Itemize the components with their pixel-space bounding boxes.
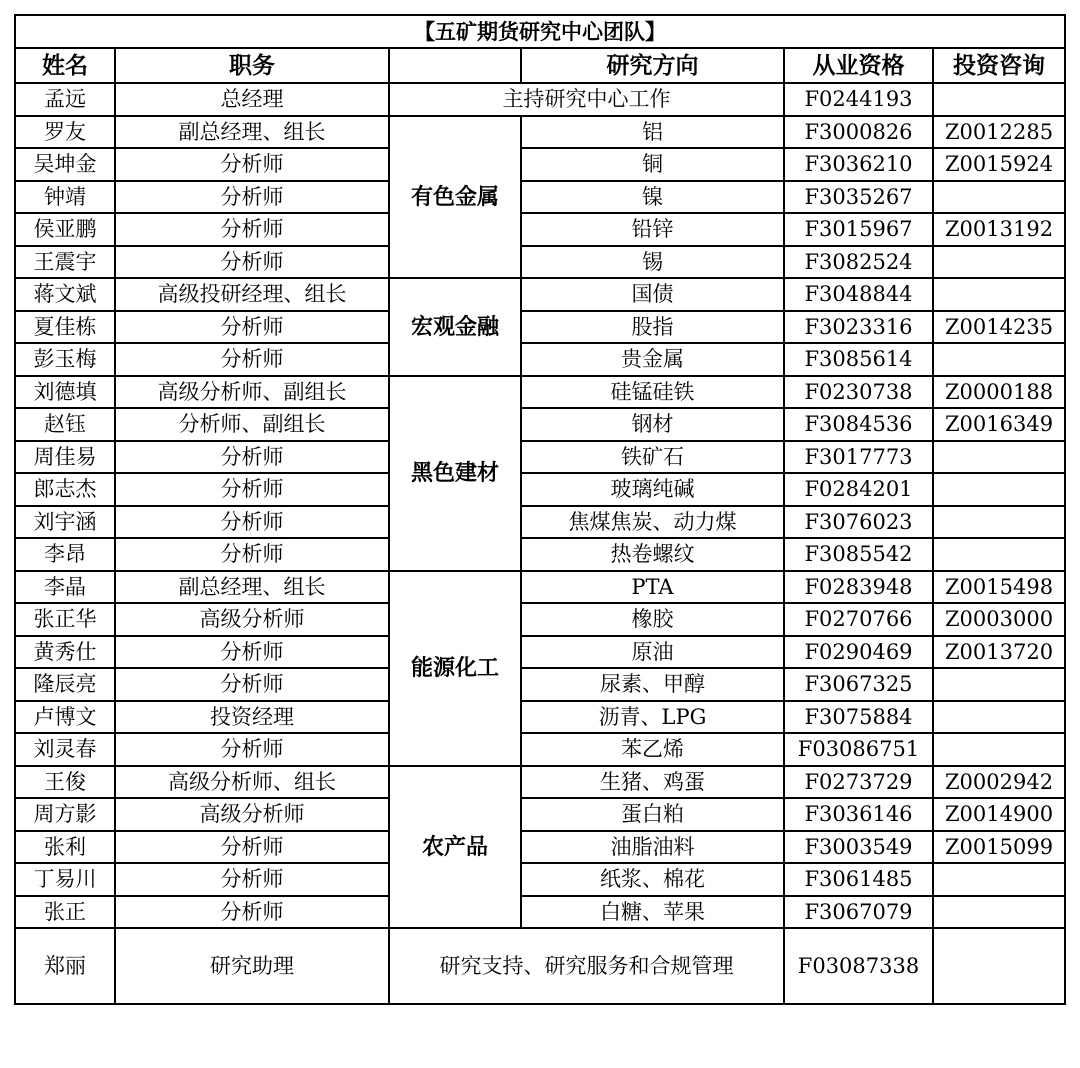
member-qualification: F0273729 — [784, 766, 933, 799]
member-qualification: F3085614 — [784, 343, 933, 376]
member-position: 分析师 — [115, 181, 389, 214]
group-name: 农产品 — [389, 766, 521, 929]
header-group — [389, 48, 521, 83]
table-title: 【五矿期货研究中心团队】 — [15, 15, 1065, 48]
header-name: 姓名 — [15, 48, 115, 83]
member-direction: 焦煤焦炭、动力煤 — [521, 506, 784, 539]
member-direction: 研究支持、研究服务和合规管理 — [389, 928, 784, 1004]
member-direction: 主持研究中心工作 — [389, 83, 784, 116]
member-consulting — [933, 278, 1065, 311]
member-position: 副总经理、组长 — [115, 571, 389, 604]
member-position: 分析师 — [115, 538, 389, 571]
member-direction: 国债 — [521, 278, 784, 311]
member-qualification: F0283948 — [784, 571, 933, 604]
member-direction: 钢材 — [521, 408, 784, 441]
table-row — [15, 473, 1065, 506]
member-consulting: Z0013720 — [933, 636, 1065, 669]
member-consulting — [933, 928, 1065, 1004]
member-consulting — [933, 701, 1065, 734]
member-consulting: Z0016349 — [933, 408, 1065, 441]
member-name: 王俊 — [15, 766, 115, 799]
member-direction: 铜 — [521, 148, 784, 181]
member-consulting — [933, 473, 1065, 506]
header-qualification: 从业资格 — [784, 48, 933, 83]
member-qualification: F3035267 — [784, 181, 933, 214]
member-name: 夏佳栋 — [15, 311, 115, 344]
member-name: 丁易川 — [15, 863, 115, 896]
table-row — [15, 213, 1065, 246]
member-direction: 蛋白粕 — [521, 798, 784, 831]
member-name: 吴坤金 — [15, 148, 115, 181]
member-direction: 铁矿石 — [521, 441, 784, 474]
member-direction: 沥青、LPG — [521, 701, 784, 734]
member-direction: 玻璃纯碱 — [521, 473, 784, 506]
member-qualification: F0290469 — [784, 636, 933, 669]
member-name: 孟远 — [15, 83, 115, 116]
header-row — [15, 48, 1065, 83]
table-row — [15, 441, 1065, 474]
group-name: 能源化工 — [389, 571, 521, 766]
member-name: 李昂 — [15, 538, 115, 571]
member-direction: 镍 — [521, 181, 784, 214]
member-position: 分析师 — [115, 896, 389, 929]
member-qualification: F3017773 — [784, 441, 933, 474]
member-name: 刘德填 — [15, 376, 115, 409]
member-qualification: F3000826 — [784, 116, 933, 149]
member-direction: 股指 — [521, 311, 784, 344]
member-consulting: Z0012285 — [933, 116, 1065, 149]
member-position: 高级分析师 — [115, 603, 389, 636]
table-row — [15, 181, 1065, 214]
member-name: 赵钰 — [15, 408, 115, 441]
group-name: 宏观金融 — [389, 278, 521, 376]
table-row — [15, 571, 1065, 604]
table-row — [15, 831, 1065, 864]
table-row — [15, 896, 1065, 929]
member-position: 分析师 — [115, 311, 389, 344]
table-row — [15, 376, 1065, 409]
member-position: 分析师 — [115, 668, 389, 701]
member-qualification: F0230738 — [784, 376, 933, 409]
table-row — [15, 278, 1065, 311]
member-consulting — [933, 863, 1065, 896]
table-row — [15, 408, 1065, 441]
table-row — [15, 928, 1065, 1004]
member-direction: 硅锰硅铁 — [521, 376, 784, 409]
table-row — [15, 636, 1065, 669]
member-direction: 尿素、甲醇 — [521, 668, 784, 701]
member-consulting: Z0015498 — [933, 571, 1065, 604]
member-position: 分析师 — [115, 213, 389, 246]
member-name: 郎志杰 — [15, 473, 115, 506]
member-direction: 热卷螺纹 — [521, 538, 784, 571]
member-position: 总经理 — [115, 83, 389, 116]
member-qualification: F3082524 — [784, 246, 933, 279]
member-qualification: F3048844 — [784, 278, 933, 311]
table-row — [15, 538, 1065, 571]
member-name: 郑丽 — [15, 928, 115, 1004]
member-direction: 苯乙烯 — [521, 733, 784, 766]
member-qualification: F3067079 — [784, 896, 933, 929]
table-row — [15, 603, 1065, 636]
member-name: 王震宇 — [15, 246, 115, 279]
member-consulting: Z0002942 — [933, 766, 1065, 799]
member-qualification: F3085542 — [784, 538, 933, 571]
group-name: 黑色建材 — [389, 376, 521, 571]
title-row — [15, 15, 1065, 48]
member-position: 分析师 — [115, 733, 389, 766]
table-row — [15, 343, 1065, 376]
table-row — [15, 733, 1065, 766]
table-row — [15, 246, 1065, 279]
member-qualification: F3067325 — [784, 668, 933, 701]
member-direction: 铅锌 — [521, 213, 784, 246]
member-consulting: Z0015099 — [933, 831, 1065, 864]
group-name: 有色金属 — [389, 116, 521, 279]
member-direction: 锡 — [521, 246, 784, 279]
member-name: 彭玉梅 — [15, 343, 115, 376]
member-qualification: F3003549 — [784, 831, 933, 864]
member-name: 张利 — [15, 831, 115, 864]
member-qualification: F3075884 — [784, 701, 933, 734]
header-direction: 研究方向 — [521, 48, 784, 83]
member-position: 分析师 — [115, 473, 389, 506]
member-name: 张正华 — [15, 603, 115, 636]
member-qualification: F0284201 — [784, 473, 933, 506]
table-row — [15, 83, 1065, 116]
member-name: 罗友 — [15, 116, 115, 149]
table-row — [15, 701, 1065, 734]
member-consulting — [933, 733, 1065, 766]
member-position: 分析师 — [115, 506, 389, 539]
member-direction: 纸浆、棉花 — [521, 863, 784, 896]
member-qualification: F3023316 — [784, 311, 933, 344]
member-consulting: Z0014235 — [933, 311, 1065, 344]
member-position: 副总经理、组长 — [115, 116, 389, 149]
research-team-table — [14, 14, 1066, 1005]
member-consulting — [933, 668, 1065, 701]
member-direction: 白糖、苹果 — [521, 896, 784, 929]
member-position: 分析师 — [115, 863, 389, 896]
member-qualification: F03086751 — [784, 733, 933, 766]
member-position: 分析师、副组长 — [115, 408, 389, 441]
member-position: 分析师 — [115, 636, 389, 669]
member-consulting: Z0015924 — [933, 148, 1065, 181]
member-qualification: F0244193 — [784, 83, 933, 116]
member-consulting: Z0003000 — [933, 603, 1065, 636]
member-name: 周方影 — [15, 798, 115, 831]
table-row — [15, 766, 1065, 799]
member-consulting — [933, 441, 1065, 474]
member-direction: 橡胶 — [521, 603, 784, 636]
member-direction: 铝 — [521, 116, 784, 149]
member-direction: 贵金属 — [521, 343, 784, 376]
member-name: 刘宇涵 — [15, 506, 115, 539]
member-direction: 油脂油料 — [521, 831, 784, 864]
member-name: 卢博文 — [15, 701, 115, 734]
member-position: 投资经理 — [115, 701, 389, 734]
member-position: 高级分析师 — [115, 798, 389, 831]
member-position: 研究助理 — [115, 928, 389, 1004]
header-consulting: 投资咨询 — [933, 48, 1065, 83]
member-direction: 生猪、鸡蛋 — [521, 766, 784, 799]
member-name: 钟靖 — [15, 181, 115, 214]
member-consulting — [933, 538, 1065, 571]
member-consulting — [933, 896, 1065, 929]
member-consulting — [933, 506, 1065, 539]
member-consulting — [933, 181, 1065, 214]
table-row — [15, 668, 1065, 701]
member-name: 黄秀仕 — [15, 636, 115, 669]
member-position: 高级分析师、副组长 — [115, 376, 389, 409]
member-name: 侯亚鹏 — [15, 213, 115, 246]
member-qualification: F3015967 — [784, 213, 933, 246]
member-consulting — [933, 343, 1065, 376]
member-position: 分析师 — [115, 246, 389, 279]
table-row — [15, 506, 1065, 539]
member-direction: 原油 — [521, 636, 784, 669]
member-consulting: Z0013192 — [933, 213, 1065, 246]
table-row — [15, 798, 1065, 831]
member-name: 蒋文斌 — [15, 278, 115, 311]
table-row — [15, 311, 1065, 344]
member-position: 高级分析师、组长 — [115, 766, 389, 799]
member-position: 分析师 — [115, 441, 389, 474]
member-consulting — [933, 246, 1065, 279]
header-position: 职务 — [115, 48, 389, 83]
member-name: 隆辰亮 — [15, 668, 115, 701]
member-direction: PTA — [521, 571, 784, 604]
member-qualification: F3061485 — [784, 863, 933, 896]
member-name: 刘灵春 — [15, 733, 115, 766]
member-name: 李晶 — [15, 571, 115, 604]
member-qualification: F0270766 — [784, 603, 933, 636]
member-position: 分析师 — [115, 148, 389, 181]
member-position: 高级投研经理、组长 — [115, 278, 389, 311]
table-row — [15, 863, 1065, 896]
member-name: 周佳易 — [15, 441, 115, 474]
member-qualification: F3084536 — [784, 408, 933, 441]
member-qualification: F3076023 — [784, 506, 933, 539]
table-row — [15, 148, 1065, 181]
member-qualification: F03087338 — [784, 928, 933, 1004]
member-consulting: Z0014900 — [933, 798, 1065, 831]
member-name: 张正 — [15, 896, 115, 929]
member-qualification: F3036146 — [784, 798, 933, 831]
table-row — [15, 116, 1065, 149]
member-consulting — [933, 83, 1065, 116]
member-position: 分析师 — [115, 831, 389, 864]
member-qualification: F3036210 — [784, 148, 933, 181]
member-consulting: Z0000188 — [933, 376, 1065, 409]
member-position: 分析师 — [115, 343, 389, 376]
